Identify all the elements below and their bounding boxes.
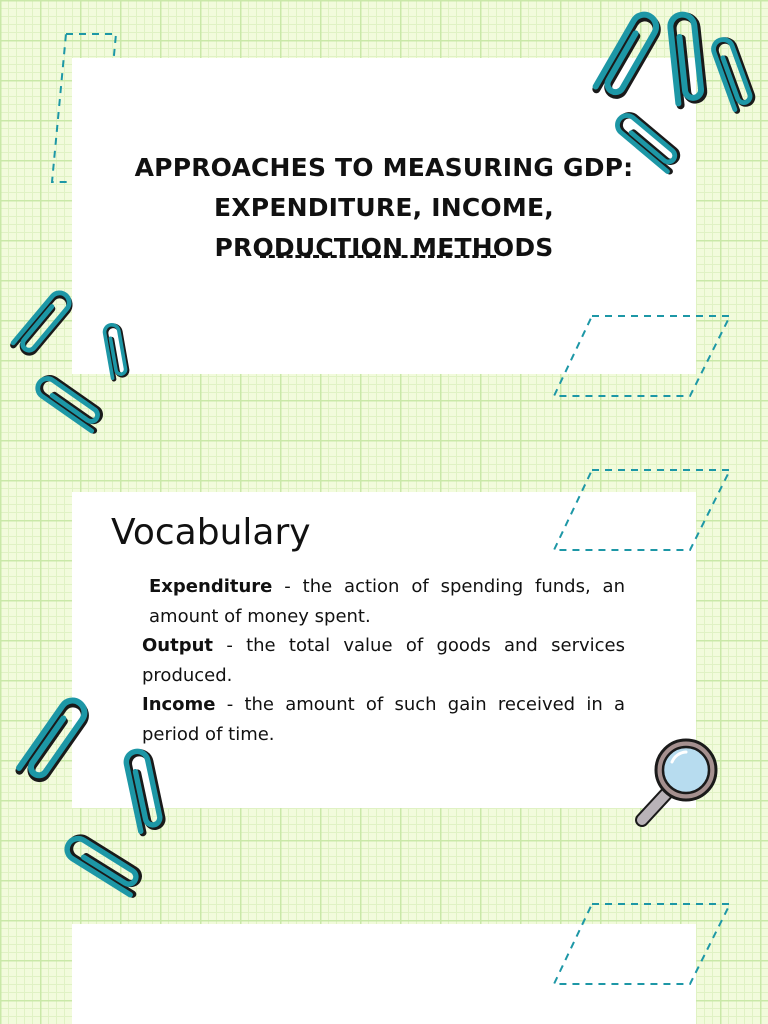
title-underline (260, 255, 496, 258)
vocabulary-definition: - the amount of such gain received in a period of time. (142, 694, 625, 745)
vocabulary-term: Expenditure (149, 576, 273, 597)
paperclip-icon (56, 790, 176, 870)
title-line-1: APPROACHES TO MEASURING GDP: (134, 153, 634, 182)
vocabulary-term: Output (142, 635, 214, 656)
paperclip-icon (712, 30, 762, 120)
magnifier-icon (628, 732, 728, 832)
dashed-parallelogram-2 (550, 466, 734, 554)
vocabulary-definition: - the total value of goods and services produced. (142, 635, 625, 686)
page-title (72, 148, 696, 268)
title-line-2: EXPENDITURE, INCOME, (214, 193, 554, 222)
vocabulary-entry-income (142, 690, 625, 749)
dashed-parallelogram-1 (550, 312, 734, 400)
dashed-parallelogram-3 (550, 900, 734, 988)
paperclip-icon (616, 82, 706, 162)
vocabulary-entry-output (142, 631, 625, 690)
vocabulary-entry-expenditure (142, 572, 625, 631)
vocabulary-term: Income (142, 694, 216, 715)
vocabulary-heading: Vocabulary (111, 512, 311, 553)
vocabulary-list (142, 572, 625, 749)
paperclip-icon (100, 318, 150, 388)
vocabulary-definition: - the action of spending funds, an amount of money spent. (149, 576, 625, 627)
title-line-3: PRODUCTION METHODS (214, 233, 554, 262)
